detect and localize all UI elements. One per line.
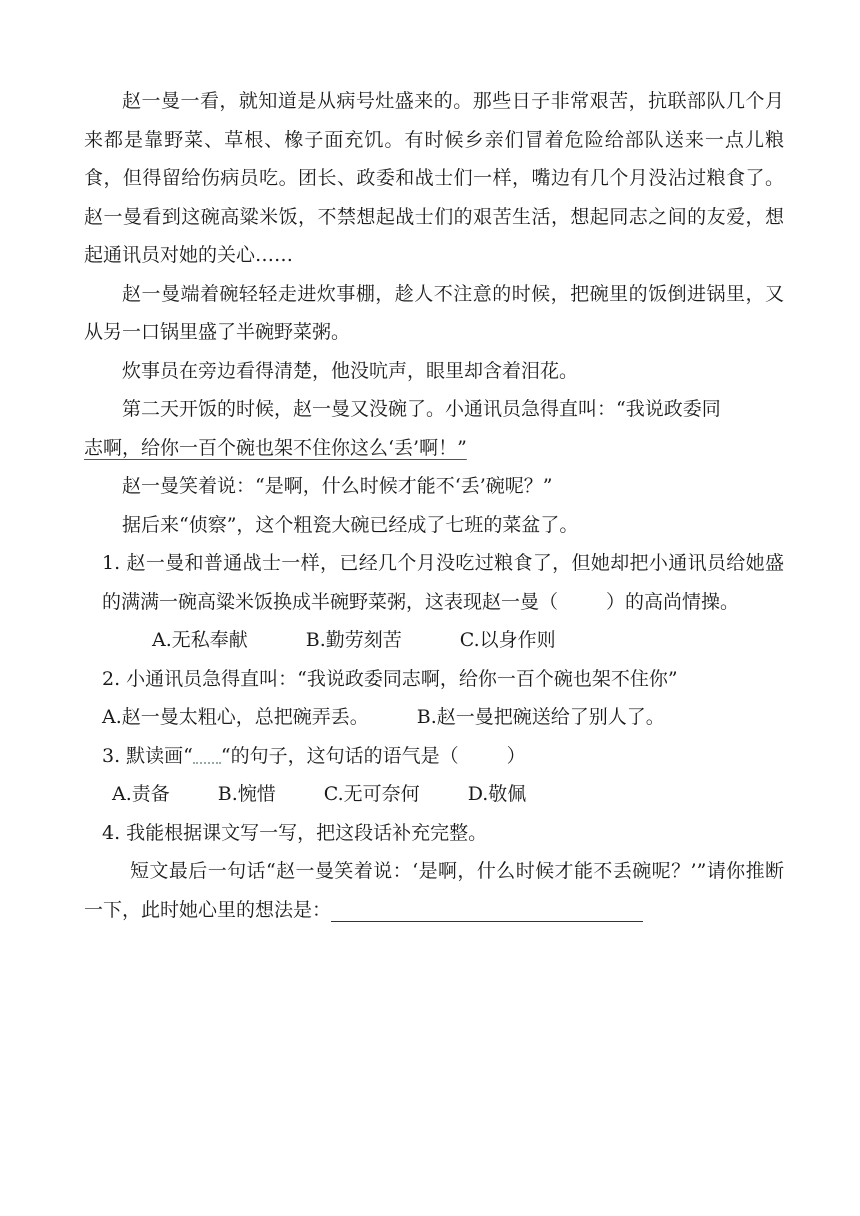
question-1-text: 1. 赵一曼和普通战士一样，已经几个月没吃过粮食了，但她却把小通讯员给她盛的满满一碗高粱米饭换成半碗野菜粥，这表现赵一曼（	[102, 552, 784, 613]
question-3-option-d[interactable]: D.敬佩	[467, 783, 527, 805]
question-2: 2. 小通讯员急得直叫：“我说政委同志啊，给你一百个碗也架不住你”	[102, 667, 678, 690]
question-3-option-a[interactable]: A.责备	[112, 783, 170, 805]
passage-paragraph-4	[84, 390, 784, 467]
question-1-options	[84, 621, 784, 660]
question-1	[84, 544, 784, 621]
passage-paragraph-6: 据后来“侦察”，这个粗瓷大碗已经成了七班的菜盆了。	[122, 513, 579, 536]
passage-paragraph-1: 赵一曼一看，就知道是从病号灶盛来的。那些日子非常艰苦，抗联部队几个月来都是靠野菜、草根、橡子面充饥。有时候乡亲们冒着危险给部队送来一点儿粮食，但得留给伤病员吃。团长、政委和战士们一样，嘴边有几个月没沾过粮食了。赵一曼看到这碗高粱米饭，不禁想起战士们的艰苦生活，想起同志之间的友爱，想起通讯员对她的关心……	[84, 90, 784, 266]
question-3	[84, 737, 784, 776]
question-4-prompt	[84, 852, 784, 929]
question-4: 4. 我能根据课文写一写，把这段话补充完整。	[102, 821, 488, 844]
question-3-text: 3. 默读画“	[102, 744, 193, 767]
question-3-text-mid: “的句子，这句话的语气是（	[220, 744, 459, 767]
underlined-sentence: 志啊，给你一百个碗也架不住你这么‘丢’啊！”	[84, 436, 467, 459]
worksheet-page	[84, 82, 784, 929]
question-3-option-b[interactable]: B.惋惜	[217, 783, 276, 805]
question-1-option-a[interactable]: A.无私奉献	[152, 629, 248, 651]
passage-paragraph-5: 赵一曼笑着说：“是啊，什么时候才能不‘丢’碗呢？”	[122, 475, 553, 497]
question-4-answer-line[interactable]	[331, 897, 643, 922]
passage-paragraph-2: 赵一曼端着碗轻轻走进炊事棚，趁人不注意的时候，把碗里的饭倒进锅里，又从另一口锅里盛了半碗野菜粥。	[84, 282, 784, 343]
question-2-option-a[interactable]: A.赵一曼太粗心，总把碗弄丢。	[102, 706, 369, 728]
question-1-option-c[interactable]: C.以身作则	[459, 629, 556, 651]
question-2-option-b[interactable]: B.赵一曼把碗送给了别人了。	[416, 706, 665, 728]
question-3-options	[84, 775, 784, 814]
question-1-option-b[interactable]: B.勤劳刻苦	[305, 629, 402, 651]
question-1-text-end: ）的高尚情操。	[606, 590, 740, 613]
wavy-underline-mark	[193, 748, 221, 764]
question-4-prompt-text: 短文最后一句话“赵一曼笑着说：‘是啊，什么时候才能不丢碗呢？’”请你推断一下，此时她心里的想法是：	[84, 860, 784, 921]
question-3-option-c[interactable]: C.无可奈何	[323, 783, 420, 805]
passage-paragraph-4-line-1: 第二天开饭的时候，赵一曼又没碗了。小通讯员急得直叫：“我说政委同	[122, 398, 721, 420]
question-2-options	[84, 698, 784, 737]
passage-paragraph-3: 炊事员在旁边看得清楚，他没吭声，眼里却含着泪花。	[122, 359, 579, 382]
question-3-text-end: ）	[506, 744, 526, 767]
